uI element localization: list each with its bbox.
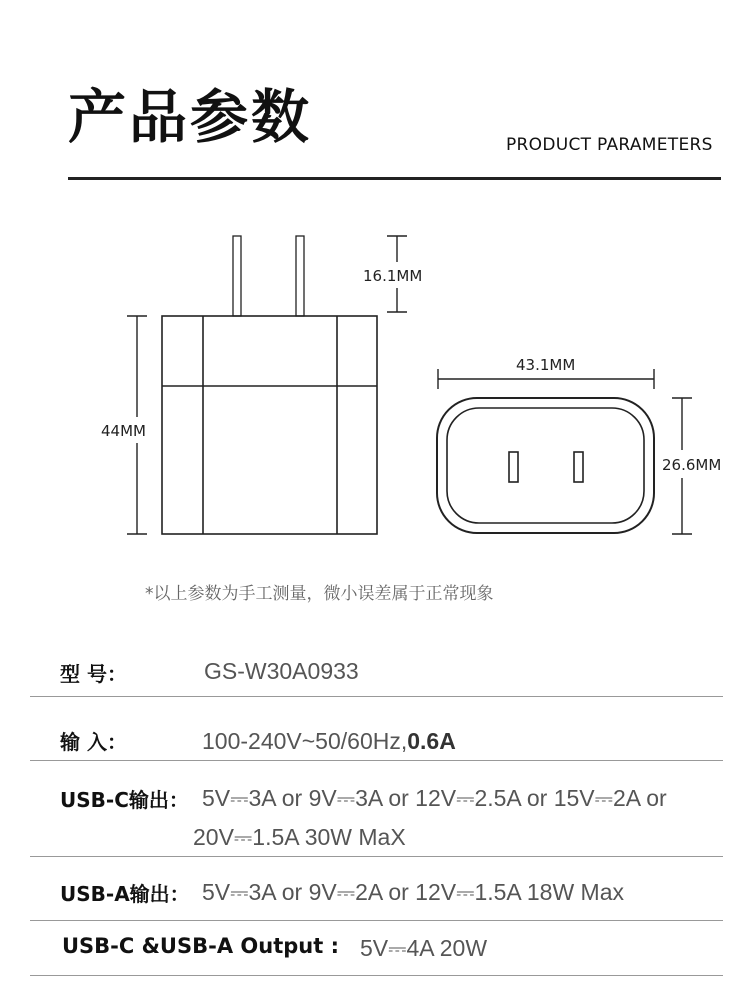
usba-value: 5V⎓3A or 9V⎓2A or 12V⎓1.5A 18W Max [202, 879, 625, 905]
usbc-value-line2: 20V⎓1.5A 30W MaX [193, 824, 406, 850]
input-value [202, 728, 456, 755]
socket-slot-left [509, 452, 518, 482]
usba-label: USB-A输出： [60, 882, 190, 906]
row-divider [30, 696, 723, 697]
charger-body [162, 316, 377, 534]
page-title: 产品参数 [68, 83, 313, 151]
page-subtitle: PRODUCT PARAMETERS [506, 135, 713, 155]
pin-height-label: 16.1MM [363, 267, 423, 285]
face-outline-inner [447, 408, 644, 523]
usbc-value-line1: 5V⎓3A or 9V⎓3A or 12V⎓2.5A or 15V⎓2A or [202, 785, 667, 811]
measurement-note: *以上参数为手工测量，微小误差属于正常现象 [145, 584, 494, 604]
row-divider [30, 920, 723, 921]
socket-slot-right [574, 452, 583, 482]
charger-side-view [162, 316, 377, 534]
combined-output-label: USB-C &USB-A Output : [62, 934, 339, 958]
usbc-label: USB-C输出： [60, 788, 189, 812]
row-divider [30, 760, 723, 761]
model-label: 型 号： [60, 662, 127, 686]
pin-right [296, 236, 304, 316]
input-label: 输 入： [60, 730, 127, 754]
input-value-text: 100-240V~50/60Hz, [202, 728, 408, 754]
face-width-label: 43.1MM [516, 356, 576, 374]
row-divider [30, 856, 723, 857]
row-divider [30, 975, 723, 976]
combined-output-value: 5V⎓4A 20W [360, 935, 488, 961]
body-height-label: 44MM [101, 422, 146, 440]
face-outline-outer [437, 398, 654, 533]
title-divider [68, 177, 721, 180]
charger-face-view [437, 398, 654, 533]
face-height-label: 26.6MM [662, 456, 722, 474]
input-current: 0.6A [407, 728, 456, 754]
plug-pins [233, 236, 304, 316]
pin-left [233, 236, 241, 316]
model-value: GS-W30A0933 [204, 658, 359, 684]
dimension-diagram [0, 215, 750, 555]
